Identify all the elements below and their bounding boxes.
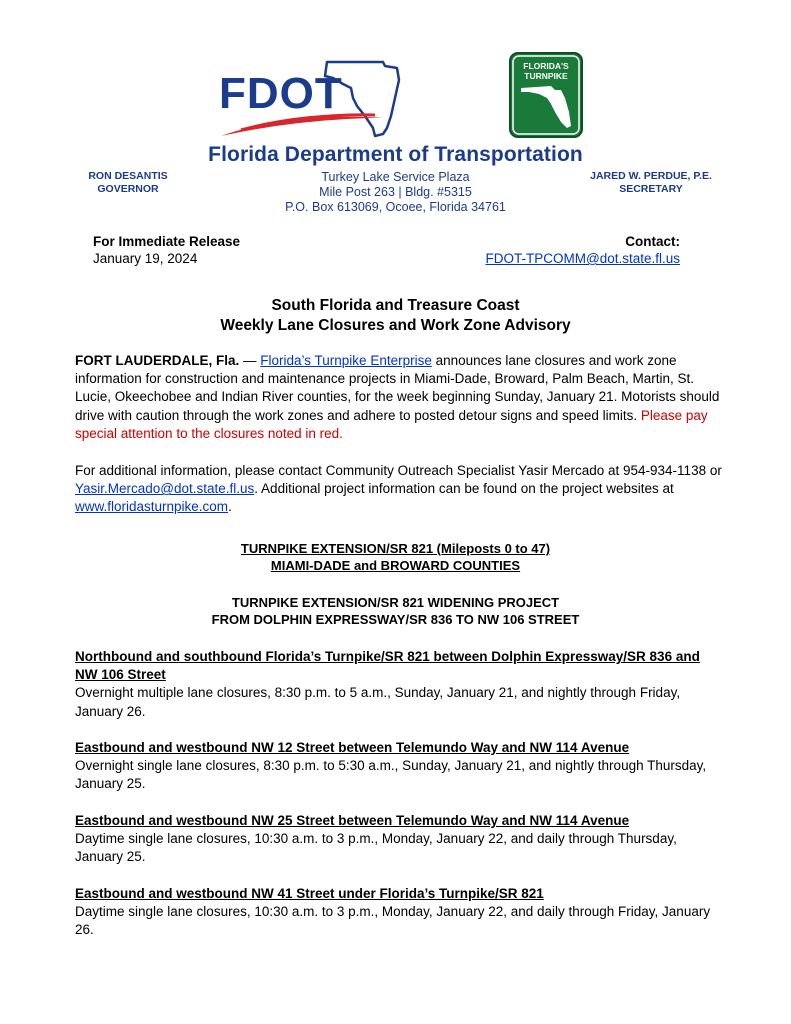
florida-turnpike-logo bbox=[509, 52, 583, 138]
dateline-dash: — bbox=[239, 353, 261, 368]
contact-text-2: . Additional project information can be found on the project websites at bbox=[254, 481, 674, 497]
turnpike-logo-line1: FLORIDA'S bbox=[523, 61, 569, 71]
contact-email-link[interactable]: FDOT-TPCOMM@dot.state.fl.us bbox=[485, 251, 680, 266]
contact-text-3: . bbox=[228, 499, 232, 515]
red-notice: Please pay special attention to the closures noted in red. bbox=[75, 407, 708, 441]
release-label: For Immediate Release bbox=[93, 234, 241, 249]
secretary-name: JARED W. PERDUE, P.E. bbox=[590, 170, 712, 182]
dateline: FORT LAUDERDALE, Fla. bbox=[75, 353, 240, 368]
section-heading-counties: MIAMI-DADE and BROWARD COUNTIES bbox=[270, 558, 521, 573]
closure-title: Eastbound and westbound NW 25 Street between Telemundo Way and NW 114 Avenue bbox=[75, 813, 630, 828]
release-date: January 19, 2024 bbox=[93, 251, 198, 266]
headline-line-1: South Florida and Treasure Coast bbox=[271, 297, 520, 314]
closure-item bbox=[75, 648, 725, 721]
turnpike-logo-line2: TURNPIKE bbox=[524, 71, 568, 81]
website-link[interactable]: www.floridasturnpike.com bbox=[75, 499, 229, 515]
governor-title: GOVERNOR bbox=[97, 183, 159, 195]
intro-text: announces lane closures and work zone information for construction and maintenance projects in Miami-Dade, Broward, Palm Beach, Martin, St. Lucie, Okeechobee and Indian River counties, for the week beginning Sunday, January 21. Motorists should drive with caution through the work zones and adhere to posted detour signs and speed limits. bbox=[75, 353, 720, 423]
closure-title: Northbound and southbound Florida’s Turnpike/SR 821 between Dolphin Expressway/SR 836 and NW 106 Street bbox=[75, 649, 700, 683]
closure-item bbox=[75, 885, 725, 940]
secretary-block bbox=[566, 170, 736, 196]
secretary-title: SECRETARY bbox=[619, 183, 683, 195]
outreach-email-link[interactable]: Yasir.Mercado@dot.state.fl.us bbox=[75, 481, 255, 497]
contact-email-block bbox=[486, 250, 680, 267]
closure-title: Eastbound and westbound NW 12 Street between Telemundo Way and NW 114 Avenue bbox=[75, 740, 630, 755]
address-line-1: Turkey Lake Service Plaza bbox=[321, 170, 470, 184]
fdot-logo bbox=[215, 58, 405, 138]
contact-paragraph bbox=[75, 462, 725, 517]
project-heading-2: FROM DOLPHIN EXPRESSWAY/SR 836 TO NW 106 STREET bbox=[211, 612, 580, 627]
department-title: Florida Department of Transportation bbox=[208, 143, 583, 166]
closure-detail: Overnight single lane closures, 8:30 p.m. to 5:30 a.m., Sunday, January 21, and nightly through Thursday, January 25. bbox=[75, 758, 707, 792]
closure-detail: Daytime single lane closures, 10:30 a.m. to 3 p.m., Monday, January 22, and daily through Thursday, January 25. bbox=[75, 831, 677, 865]
section-heading-route: TURNPIKE EXTENSION/SR 821 (Mileposts 0 to 47) bbox=[240, 541, 551, 556]
governor-block bbox=[43, 170, 213, 196]
address-line-3: P.O. Box 613069, Ocoee, Florida 34761 bbox=[285, 200, 506, 214]
contact-text-1: For additional information, please contact Community Outreach Specialist Yasir Mercado at 954-934-1138 or bbox=[75, 463, 722, 478]
contact-label: Contact: bbox=[625, 234, 680, 249]
intro-paragraph bbox=[75, 352, 725, 443]
headline-line-2: Weekly Lane Closures and Work Zone Advisory bbox=[220, 317, 571, 334]
turnpike-enterprise-link[interactable]: Florida’s Turnpike Enterprise bbox=[260, 353, 432, 368]
closure-item bbox=[75, 812, 725, 867]
fdot-logo-text: FDOT bbox=[219, 69, 343, 118]
closure-detail: Overnight multiple lane closures, 8:30 p.m. to 5 a.m., Sunday, January 21, and nightly through Friday, January 26. bbox=[75, 685, 681, 719]
project-heading-1: TURNPIKE EXTENSION/SR 821 WIDENING PROJECT bbox=[231, 595, 560, 610]
governor-name: RON DESANTIS bbox=[88, 170, 168, 182]
closure-item bbox=[75, 739, 725, 794]
address-line-2: Mile Post 263 | Bldg. #5315 bbox=[319, 185, 472, 199]
closure-detail: Daytime single lane closures, 10:30 a.m. to 3 p.m., Monday, January 22, and daily through Friday, January 26. bbox=[75, 904, 711, 938]
closure-title: Eastbound and westbound NW 41 Street under Florida’s Turnpike/SR 821 bbox=[75, 886, 544, 901]
